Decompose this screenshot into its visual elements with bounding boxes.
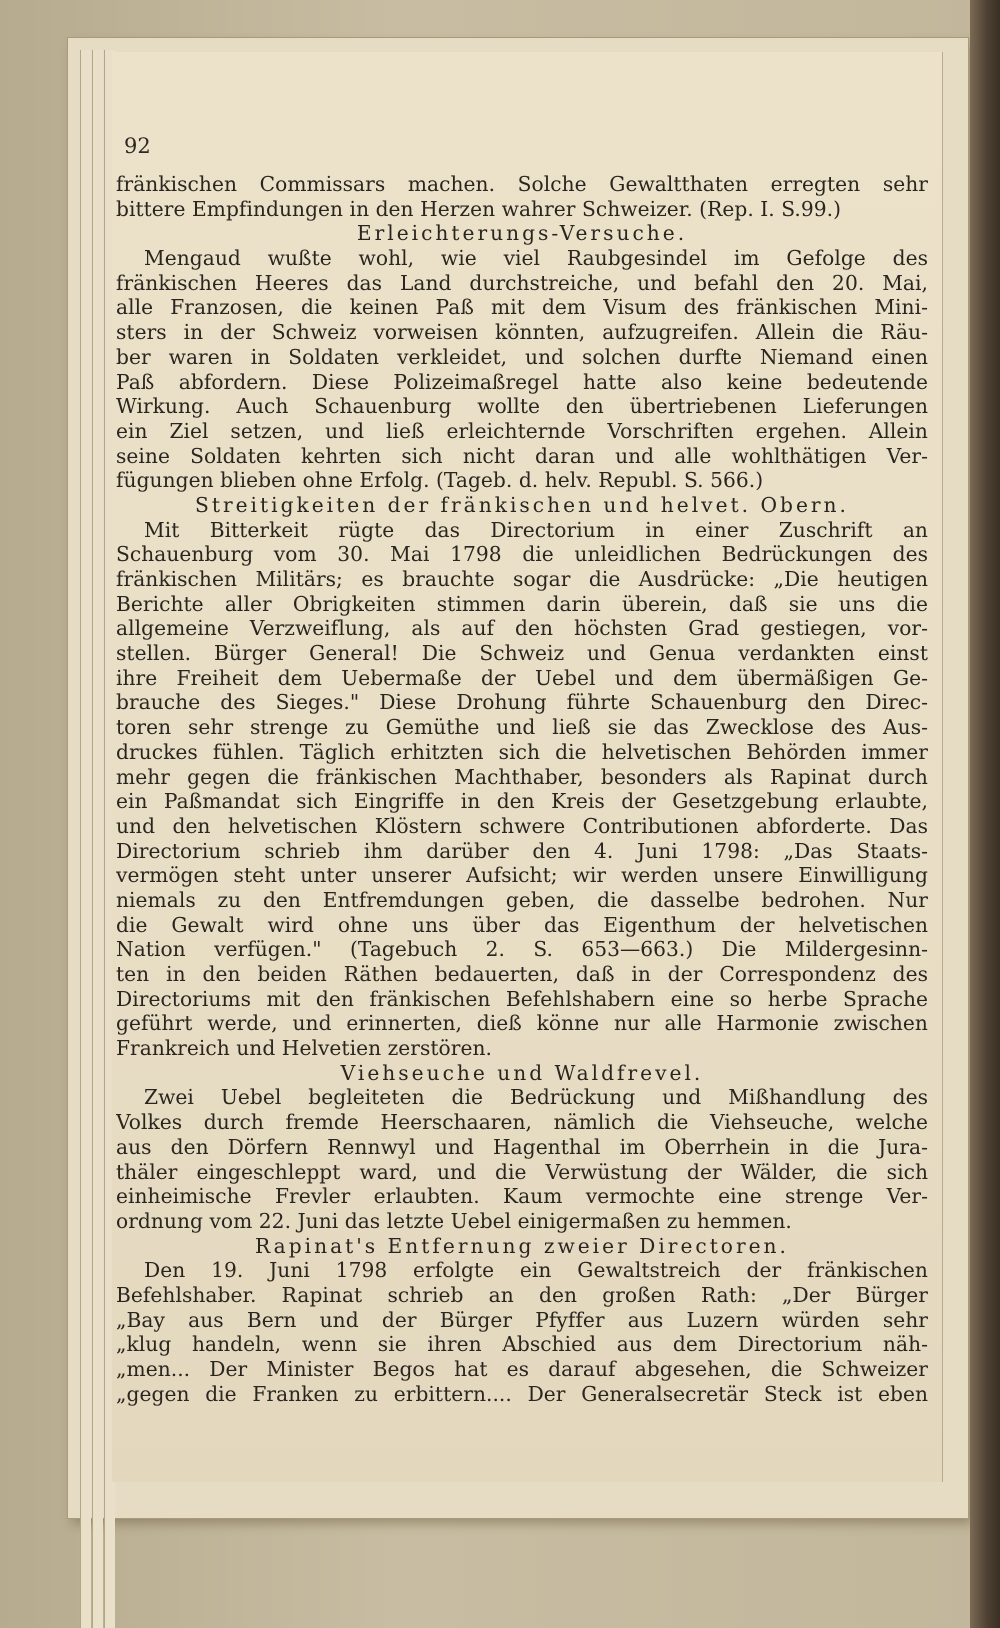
text-line: „men... Der Minister Begos hat es darauf abgesehen, die Schweizer [116,1357,928,1381]
text-line: ein Paßmandat sich Eingriffe in den Kreis der Gesetzgebung erlaubte, [116,789,928,814]
text-line: Volkes durch fremde Heerschaaren, nämlich die Viehseuche, welche [116,1110,928,1135]
text-line: vermögen steht unter unserer Aufsicht; wir werden unsere Einwilligung [116,863,928,888]
text-line: alle Franzosen, die keinen Paß mit dem Visum des fränkischen Mini- [116,295,928,320]
text-line: fränkischen Commissars machen. Solche Gewaltthaten erregten sehr [116,172,928,196]
section-heading: Viehseuche und Waldfrevel. [340,1060,704,1085]
text-line: ber waren in Soldaten verkleidet, und solchen durfte Niemand einen [116,344,928,369]
text-line: mehr gegen die fränkischen Machthaber, besonders als Rapinat durch [116,764,928,789]
text-line: thäler eingeschleppt ward, und die Verwüstung der Wälder, die sich [116,1159,928,1184]
text-line: Directoriums mit den fränkischen Befehlshabern eine so herbe Sprache [116,986,928,1011]
text-line: brauche des Sieges." Diese Drohung führte Schauenburg den Direc- [116,690,928,715]
section-heading: Erleichterungs-Versuche. [356,221,688,246]
section-heading: Streitigkeiten der fränkischen und helvet. Obern. [195,492,849,517]
page-edge [92,50,103,1628]
text-line: seine Soldaten kehrten sich nicht daran und alle wohlthätigen Ver- [116,443,928,468]
text-line: aus den Dörfern Rennwyl und Hagenthal im Oberrhein in die Jura- [116,1134,928,1159]
text-line: Berichte aller Obrigkeiten stimmen darin überein, daß sie uns die [116,591,928,616]
text-line: ordnung vom 22. Juni das letzte Uebel einigermaßen zu hemmen. [116,1208,792,1233]
text-line: die Gewalt wird ohne uns über das Eigenthum der helvetischen [116,912,928,937]
text-line: Directorium schrieb ihm darüber den 4. Juni 1798: „Das Staats- [116,838,928,863]
text-line: druckes fühlen. Täglich erhitzten sich die helvetischen Behörden immer [116,739,928,764]
text-line: fügungen blieben ohne Erfolg. (Tageb. d. helv. Republ. S. 566.) [116,468,764,493]
text-line: sters in der Schweiz vorweisen könnten, aufzugreifen. Allein die Räu- [116,320,928,345]
text-line: fränkischen Heeres das Land durchstreiche, und befahl den 20. Mai, [116,270,928,295]
text-line: Paß abfordern. Diese Polizeimaßregel hatte also keine bedeutende [116,369,928,394]
body-text [116,172,928,1406]
text-line: ten in den beiden Räthen bedauerten, daß in der Correspondenz des [116,962,928,986]
text-line: ein Ziel setzen, und ließ erleichternde Vorschriften ergehen. Allein [116,418,928,443]
text-line: „klug handeln, wenn sie ihren Abschied aus dem Directorium näh- [116,1332,928,1357]
section-heading: Rapinat's Entfernung zweier Directoren. [255,1233,789,1258]
page-number: 92 [124,134,151,158]
text-line: Mit Bitterkeit rügte das Directorium in einer Zuschrift an [144,517,928,542]
text-line: ihre Freiheit dem Uebermaße der Uebel und dem übermäßigen Ge- [116,665,928,690]
text-line: niemals zu den Entfremdungen geben, die dasselbe bedrohen. Nur [116,887,928,912]
text-line: Wirkung. Auch Schauenburg wollte den übertriebenen Lieferungen [116,394,928,419]
text-line: Befehlshaber. Rapinat schrieb an den großen Rath: „Der Bürger [116,1282,928,1307]
text-line: Zwei Uebel begleiteten die Bedrückung und Mißhandlung des [144,1085,928,1110]
text-line: Schauenburg vom 30. Mai 1798 die unleidlichen Bedrückungen des [116,542,928,567]
text-line: toren sehr strenge zu Gemüthe und ließ sie das Zwecklose des Aus- [116,715,928,740]
book-spine [970,0,1000,1628]
text-line: geführt werde, und erinnerten, dieß könne nur alle Harmonie zwischen [116,1011,928,1036]
page-edge [80,50,91,1628]
text-line: stellen. Bürger General! Die Schweiz und Genua verdankten einst [116,641,928,666]
text-line: Frankreich und Helvetien zerstören. [116,1036,492,1061]
text-line: und den helvetischen Klöstern schwere Contributionen abforderte. Das [116,813,928,838]
text-line: allgemeine Verzweiflung, als auf den höchsten Grad gestiegen, vor- [116,616,928,641]
text-line: Den 19. Juni 1798 erfolgte ein Gewaltstreich der fränkischen [144,1258,928,1283]
text-line: einheimische Frevler erlaubten. Kaum vermochte eine strenge Ver- [116,1184,928,1209]
text-line: Nation verfügen." (Tagebuch 2. S. 653—663.) Die Mildergesinn- [116,937,928,962]
text-line: fränkischen Militärs; es brauchte sogar die Ausdrücke: „Die heutigen [116,567,928,591]
text-line: „Bay aus Bern und der Bürger Pfyffer aus Luzern würden sehr [116,1307,928,1332]
text-line: bittere Empfindungen in den Herzen wahrer Schweizer. (Rep. I. S.99.) [116,196,842,221]
text-line: Mengaud wußte wohl, wie viel Raubgesindel im Gefolge des [144,246,928,271]
text-line: „gegen die Franken zu erbittern.... Der Generalsecretär Steck ist eben [116,1381,928,1406]
